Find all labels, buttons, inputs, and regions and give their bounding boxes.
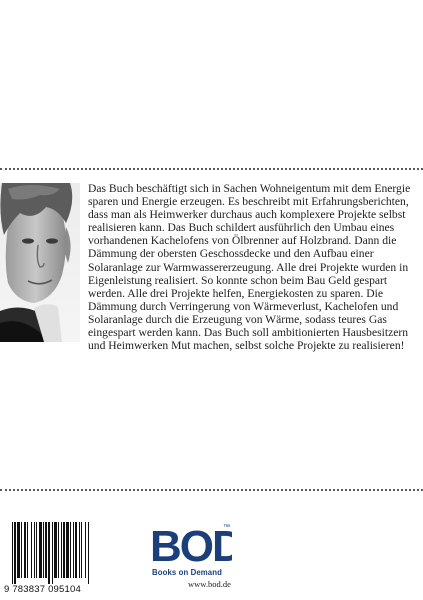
book-blurb: Das Buch beschäftigt sich in Sachen Wohneigentum mit dem Energie sparen und Energie erzeugen. Es beschreibt mit Erfahrungsberichten, dass man als Heimwerker durchaus auch komplexere Projekte selbst realisieren kann. Das Buch schildert ausführlich den Umbau eines vorhandenen Kachelofens von Ölbrenner auf Holzbrand. Dann die Dämmung der obersten Geschossdecke und den Aufbau einer Solaranlage zur Warmwassererzeugung. Alle drei Projekte wurden in Eigenleistung realisiert. So konnte schon beim Bau Geld gespart werden. Alle drei Projekte helfen, Energiekosten zu sparen. Die Dämmung durch Verringerung von Wärmeverlust, Kachelofen und Solaranlage durch die Erzeugung von Wärme, sodass teures Gas eingespart werden kann. Das Buch soll ambitionierten Hausbesitzern und Heimwerken Mut machen, selbst solche Projekte zu realisieren! <box>88 182 411 353</box>
bod-logo-text: BOD <box>150 522 232 565</box>
barcode-bar <box>39 522 42 578</box>
barcode-bar <box>52 522 53 584</box>
barcode-bar <box>21 522 22 578</box>
barcode-bar <box>81 522 82 578</box>
barcode-bar <box>31 522 32 578</box>
barcode-bar <box>58 522 59 578</box>
bod-logo <box>150 521 232 565</box>
barcode-bar <box>17 522 20 578</box>
barcode-bar <box>79 522 80 578</box>
barcode-bar <box>85 522 86 578</box>
barcode-bar <box>36 522 37 578</box>
barcode-bar <box>48 522 50 584</box>
barcode-icon <box>4 522 122 584</box>
dotted-divider-bottom <box>0 489 423 491</box>
barcode-bar <box>70 522 71 578</box>
author-portrait-icon <box>0 183 80 342</box>
barcode-bar <box>63 522 65 578</box>
isbn-digits: 9 783837 095104 <box>4 584 124 595</box>
barcode-bar <box>14 522 16 584</box>
barcode-bar <box>45 522 47 578</box>
trademark-mark: ™ <box>223 524 230 531</box>
dotted-divider-top <box>0 168 423 170</box>
publisher-url: www.bod.de <box>188 579 231 589</box>
barcode-bar <box>73 522 74 578</box>
barcode-bar <box>34 522 35 578</box>
barcode-bar <box>61 522 62 578</box>
isbn-barcode <box>4 522 122 592</box>
bod-logo-icon <box>150 521 232 565</box>
author-photo <box>0 183 80 342</box>
barcode-bar <box>27 522 28 578</box>
barcode-bar <box>24 522 26 578</box>
publisher-tagline: Books on Demand <box>152 568 222 577</box>
barcode-bar <box>54 522 57 578</box>
barcode-bar <box>43 522 44 578</box>
barcode-bar <box>88 522 89 584</box>
barcode-bar <box>12 522 13 584</box>
barcode-bar <box>66 522 69 578</box>
barcode-bar <box>75 522 77 578</box>
